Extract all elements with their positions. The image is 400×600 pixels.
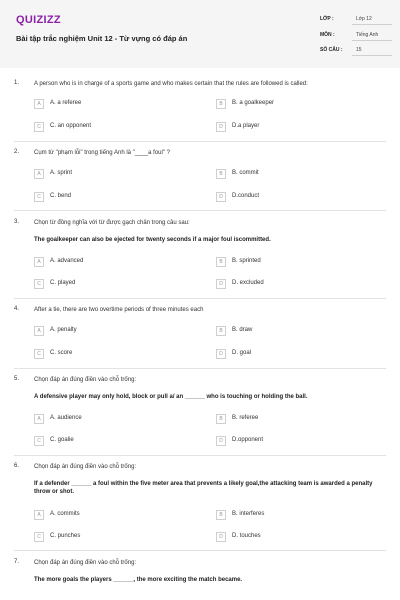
option-text: B. interferes (232, 511, 265, 517)
option-letter: A (34, 414, 44, 424)
question-text: Chọn từ đồng nghĩa với từ được gạch chân trong câu sau: (34, 220, 190, 226)
option-letter: A (34, 257, 44, 267)
option-letter: C (34, 349, 44, 359)
worksheet-header (0, 0, 400, 68)
question-number: 7. (14, 559, 20, 565)
option-text: A. commits (50, 511, 80, 517)
option-letter: A (34, 169, 44, 179)
option-letter: B (216, 510, 226, 520)
question-number: 1. (14, 80, 20, 86)
option-text: A. penalty (50, 327, 77, 333)
option-letter: D (216, 436, 226, 446)
option-letter: D (216, 192, 226, 202)
option-text: C. score (50, 350, 73, 356)
question-number: 6. (14, 463, 20, 469)
option-text: C. goalie (50, 437, 74, 443)
question-sentence: The more goals the players ______, the more exciting the match became. (34, 577, 243, 583)
option-text: D.opponent (232, 437, 264, 443)
option-text: B. draw (232, 327, 253, 333)
option-text: D. goal (232, 350, 252, 356)
option-letter: B (216, 99, 226, 109)
option-text: C. punches (50, 533, 81, 539)
option-text: B. referee (232, 415, 259, 421)
option-text: D. touches (232, 533, 261, 539)
option-letter: B (216, 257, 226, 267)
divider (14, 368, 386, 369)
option-text: C. bend (50, 193, 72, 199)
quizizz-logo: QUIZIZZ (16, 14, 61, 26)
question-text: Cụm từ "phạm lỗi" trong tiếng Anh là "____a foul" ? (34, 150, 170, 156)
meta-value: Lớp 12 (356, 16, 372, 22)
meta-value: 15 (356, 47, 362, 53)
meta-value: Tiếng Anh (356, 32, 379, 38)
option-letter: C (34, 122, 44, 132)
question-text: A person who is in charge of a sports game and who makes certain that the rules are followed is called: (34, 81, 308, 87)
question-text: Chọn đáp án đúng điền vào chỗ trống: (34, 560, 137, 566)
option-text: A. a referee (50, 100, 82, 106)
question-text: Chọn đáp án đúng điền vào chỗ trống: (34, 377, 137, 383)
divider (14, 298, 386, 299)
question-number: 5. (14, 376, 20, 382)
option-letter: D (216, 349, 226, 359)
divider (14, 210, 386, 211)
question-text: Chọn đáp án đúng điền vào chỗ trống: (34, 464, 137, 470)
option-letter: D (216, 122, 226, 132)
question-sentence: The goalkeeper can also be ejected for twenty seconds if a major foul iscommitted. (34, 237, 271, 243)
option-text: C. an opponent (50, 123, 92, 129)
option-letter: D (216, 532, 226, 542)
option-text: D.a player (232, 123, 260, 129)
divider (14, 550, 386, 551)
option-letter: C (34, 532, 44, 542)
question-text: After a tie, there are two overtime periods of three minutes each (34, 307, 204, 313)
option-text: B. a goalkeeper (232, 100, 275, 106)
option-text: A. advanced (50, 258, 84, 264)
option-letter: C (34, 192, 44, 202)
question-sentence: If a defender ______ a foul within the five meter area that prevents a likely goal,the attacking team is awarded a penalty throw or shot. (34, 481, 373, 495)
option-text: B. sprinted (232, 258, 261, 264)
meta-label: MÔN : (320, 32, 335, 38)
option-letter: A (34, 326, 44, 336)
meta-label: LỚP : (320, 16, 334, 22)
option-text: D. excluded (232, 280, 264, 286)
option-letter: D (216, 279, 226, 289)
option-letter: A (34, 510, 44, 520)
option-letter: B (216, 169, 226, 179)
option-text: A. sprint (50, 170, 73, 176)
question-number: 4. (14, 306, 20, 312)
option-letter: C (34, 279, 44, 289)
option-letter: B (216, 414, 226, 424)
option-text: A. audience (50, 415, 82, 421)
option-letter: B (216, 326, 226, 336)
option-letter: A (34, 99, 44, 109)
meta-label: SỐ CÂU : (320, 47, 343, 53)
option-text: C. played (50, 280, 76, 286)
option-text: D.conduct (232, 193, 260, 199)
divider (14, 141, 386, 142)
question-sentence: A defensive player may only hold, block or pull a/ an ______ who is touching or holding the ball. (34, 394, 308, 400)
question-number: 2. (14, 149, 20, 155)
divider (14, 455, 386, 456)
option-text: B. commit (232, 170, 259, 176)
option-letter: C (34, 436, 44, 446)
question-number: 3. (14, 219, 20, 225)
worksheet-title: Bài tập trắc nghiệm Unit 12 - Từ vựng có đáp án (16, 34, 188, 43)
